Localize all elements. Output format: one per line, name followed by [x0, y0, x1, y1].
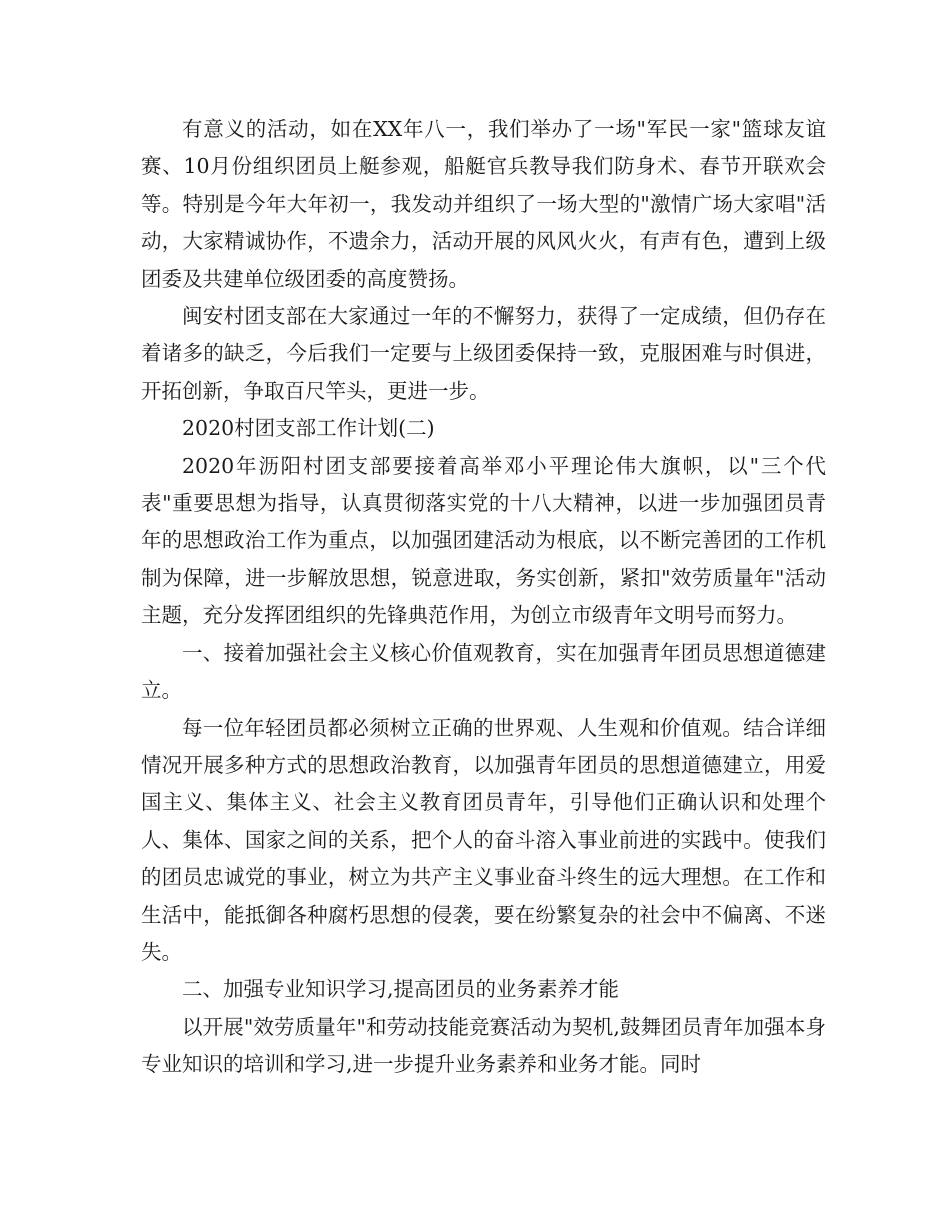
- paragraph-achievements: 闽安村团支部在大家通过一年的不懈努力，获得了一定成绩，但仍存在着诸多的缺乏，今后我们一定要与上级团委保持一致，克服困难与时俱进，开拓创新，争取百尺竿头，更进一步。: [141, 304, 826, 403]
- paragraph-plan-overview: 2020年沥阳村团支部要接着高举邓小平理论伟大旗帜，以"三个代表"重要思想为指导，认真贯彻落实党的十八大精神，以进一步加强团员青年的思想政治工作为重点，以加强团建活动为根底，以不断完善团的工作机制为保障，进一步解放思想，锐意进取，务实创新，紧扣"效劳质量年"活动主题，充分发挥团组织的先锋典范作用，为创立市级青年文明号而努力。: [141, 453, 826, 628]
- document-body: [141, 111, 826, 1084]
- paragraph-professional-study: 以开展"效劳质量年"和劳动技能竞赛活动为契机,鼓舞团员青年加强本身专业知识的培训和学习,进一步提升业务素养和业务才能。同时: [141, 1014, 826, 1077]
- paragraph-values-education: 每一位年轻团员都必须树立正确的世界观、人生观和价值观。结合详细情况开展多种方式的思想政治教育，以加强青年团员的思想道德建立，用爱国主义、集体主义、社会主义教育团员青年，引导他们正确认识和处理个人、集体、国家之间的关系，把个人的奋斗溶入事业前进的实践中。使我们的团员忠诚党的事业，树立为共产主义事业奋斗终生的远大理想。在工作和生活中，能抵御各种腐朽思想的侵袭，要在纷繁复杂的社会中不偏离、不迷失。: [141, 715, 826, 964]
- paragraph-activities: 有意义的活动，如在XX年八一，我们举办了一场"军民一家"篮球友谊赛、10月份组织团员上艇参观，船艇官兵教导我们防身术、春节开联欢会等。特别是今年大年初一，我发动并组织了一场大型的"激情广场大家唱"活动，大家精诚协作，不遗余力，活动开展的风风火火，有声有色，遭到上级团委及共建单位级团委的高度赞扬。: [141, 117, 826, 291]
- heading-item-one: 一、接着加强社会主义核心价值观教育，实在加强青年团员思想道德建立。: [141, 640, 826, 703]
- section-heading-plan-two: 2020村团支部工作计划(二): [182, 416, 435, 441]
- heading-item-two: 二、加强专业知识学习,提高团员的业务素养才能: [182, 977, 620, 1002]
